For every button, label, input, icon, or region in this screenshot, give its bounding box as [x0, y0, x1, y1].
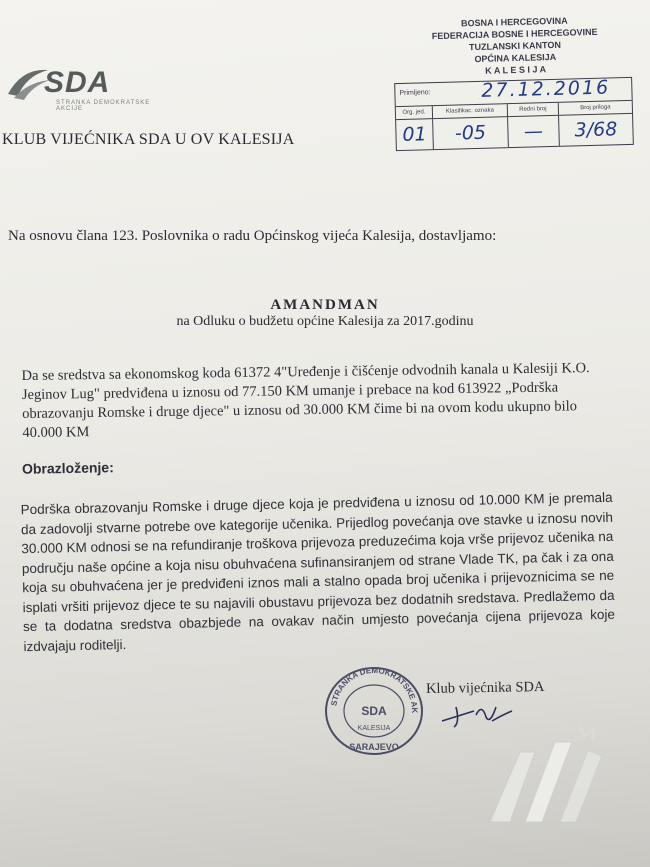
- logo-subtitle: STRANKA DEMOKRATSKE AKCIJE: [56, 100, 151, 112]
- col-value: —: [508, 116, 560, 147]
- col-label: Broj priloga: [580, 104, 611, 112]
- seal-center: SDA: [361, 704, 387, 718]
- col-value: 01: [396, 119, 434, 150]
- col-label: Redni broj: [508, 103, 559, 116]
- seal-icon: [322, 664, 426, 758]
- stamp-line: BOSNA I HERCEGOVINA: [460, 15, 568, 29]
- col-label: Org. jed.: [396, 106, 433, 119]
- intro-text: Na osnovu člana 123. Poslovnika o radu Općinskog vijeća Kalesija, dostavljamo:: [8, 228, 497, 244]
- rationale-text: Podrška obrazovanju Romske i druge djece koja je predviđena u iznosu od 10.000 KM je premala da zadovolji stvarne potrebe ove kategorije učenika. Prijedlog povećanja ove stavke u iznosu novih 30.000 KM odnosi se na refundiranje troškova prijevoza preduzećima koja vrše prijevoz učenika na području naše općine a koja nisu obuhvaćena sufinansiranjem od strane Vlade TK, pa čak i za ona koja su obuhvaćena jer je predviđeni iznos mali a stalno opada broj učenika i prijevoznicima se ne isplati vršiti prijevoz djece te su najavili obustavu prijevoza bez dodatnih sredstava. Predlažemo da se ta dodatna sredstva obazbjede na ovakav način umjesto povećanja cijena prijevoza koje izdvajaju roditelji.: [20, 489, 616, 654]
- amendment-text: Da se sredstva sa ekonomskog koda 61372 4"Uređenje i čišćenje odvodnih kanala u Kalesiji K.O. Jeginov Lug" predviđena u iznosu od 77.150 KM umanje i prebace na kod 613922 „Podrška obrazovanju Romske i druge djece" u iznosu od 30.000 KM čime bi na ovom kodu ukupno bilo 40.000 KM: [21, 360, 590, 442]
- document-subtitle: na Odluku o budžetu općine Kalesija za 2017.godinu: [176, 314, 474, 329]
- signature-label: Klub vijećnika SDA: [425, 678, 545, 698]
- sda-logo: [4, 64, 154, 110]
- col-value: 3/68: [574, 118, 618, 142]
- col-value: -05: [433, 117, 509, 149]
- seal-city: KALESIJA: [357, 725, 391, 732]
- club-name: KLUB VIJEĆNIKA SDA U OV KALESIJA: [2, 131, 295, 148]
- seal-ring-text: STRANKA DEMOKRATSKE AK: [329, 665, 420, 714]
- document-title: AMANDMAN: [270, 297, 380, 313]
- stamp-line: K A L E S I J A: [485, 64, 547, 76]
- received-date: 27.12.2016: [481, 76, 611, 102]
- registry-box: [394, 77, 634, 151]
- col-label: Klasifikac. oznaka: [433, 104, 508, 118]
- rationale-heading: Obrazloženje:: [21, 459, 114, 477]
- tv-watermark-icon: [480, 712, 620, 832]
- seal-bottom: SARAJEVO: [349, 742, 399, 752]
- registry-stamp: [395, 16, 635, 76]
- party-seal: [322, 664, 426, 758]
- received-label: Primljeno:: [399, 89, 431, 97]
- stamp-line: TUZLANSKI KANTON: [468, 39, 562, 53]
- stamp-line: OPĆINA KALESIJA: [474, 51, 557, 65]
- logo-text: SDA: [44, 66, 111, 99]
- stamp-line: FEDERACIJA BOSNE I HERCEGOVINE: [431, 26, 598, 42]
